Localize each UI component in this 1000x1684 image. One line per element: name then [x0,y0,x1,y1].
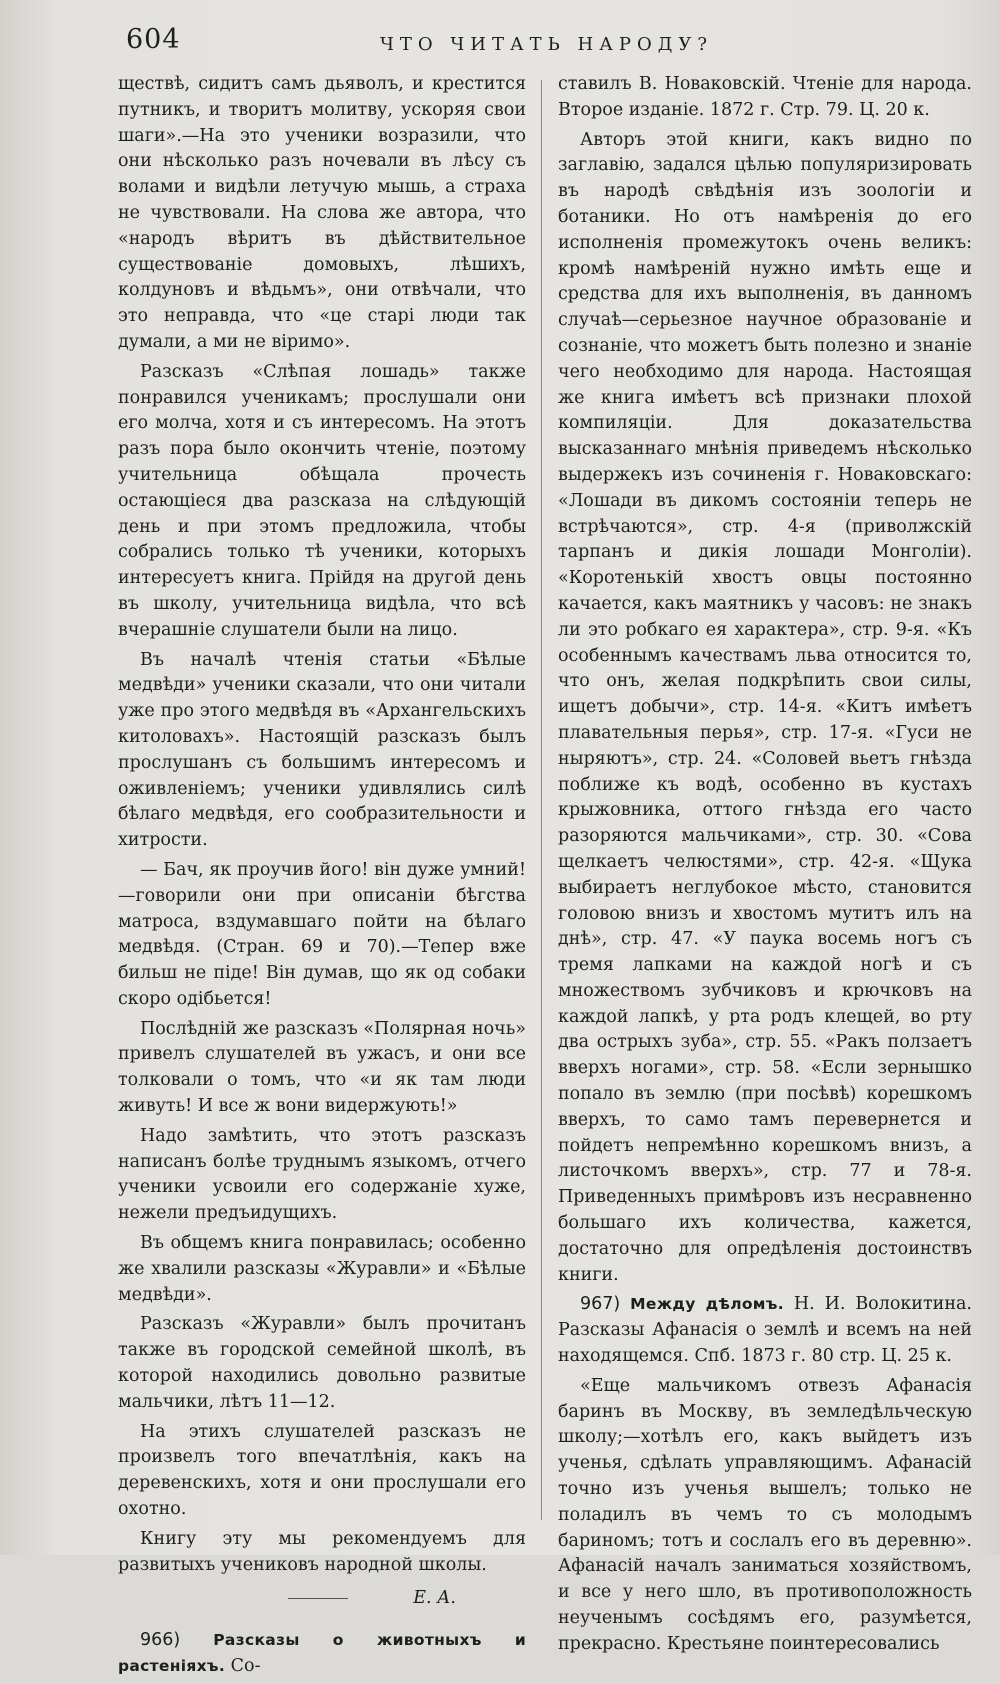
paragraph: — Бач, як проучив його! він дуже умний! —говорили они при описаніи бѣгства матроса, вздумавшаго пойти на бѣлаго медвѣдя. (Стран. 69 и 70).—Тепер вже бильш не піде! Він думав, що як од собаки скоро одібьется! [118,859,526,1009]
signature-row [118,1586,526,1610]
paragraph: Книгу эту мы рекомендуемъ для развитыхъ учениковъ народной школы. [118,1528,526,1575]
right-column [558,72,972,1662]
paragraph: Разсказъ «Журавли» былъ прочитанъ также въ городской семейной школѣ, въ которой находились довольно развитые мальчики, лѣтъ 11—12. [118,1314,526,1412]
entry-text: Н. И. Волокитина. Разсказы Афанасія о землѣ и всемъ на ней находящемся. Спб. 1873 г. 80 стр. Ц. 25 к. [558,1294,972,1367]
paragraph: Разсказъ «Слѣпая лошадь» также понравился ученикамъ; прослушали они его молча, хотя и съ интересомъ. На этотъ разъ пора было окончить чтеніе, поэтому учительница обѣщала прочесть остающіеся два разсказа на слѣдующій день и при этомъ предложила, чтобы собрались только тѣ ученики, которыхъ интересуетъ книга. Прійдя на другой день въ школу, учительница видѣла, что всѣ вчерашніе слушатели были на лицо. [118,361,526,640]
page-number: 604 [126,24,181,55]
paragraph: Надо замѣтить, что этотъ разсказъ написанъ болѣе труднымъ языкомъ, отчего ученики усвоили его содержаніе хуже, нежели предъидущихъ. [118,1125,526,1224]
column-divider [541,80,542,1520]
separator-rule [288,1598,348,1599]
entry-967 [558,1292,972,1369]
paragraph: Въ общемъ книга понравилась; особенно же хвалили разсказы «Журавли» и «Бѣлые медвѣди». [118,1233,526,1305]
paragraph: На этихъ слушателей разсказъ не произвелъ того впечатлѣнія, какъ на деревенскихъ, хотя и они прослушали его охотно. [118,1421,526,1520]
paragraph: Послѣдній же разсказъ «Полярная ночь» привелъ слушателей въ ужасъ, и они все толковали о томъ, что «и як там люди живуть! И все ж вони видержують!» [118,1018,526,1117]
paragraph: ставилъ В. Новаковскій. Чтеніе для народа. Второе изданіе. 1872 г. Стр. 79. Ц. 20 к. [558,74,972,120]
paragraph: Авторъ этой книги, какъ видно по заглавію, задался цѣлью популяризировать въ народѣ свѣдѣнія изъ зоологіи и ботаники. Но отъ намѣренія до его исполненія промежутокъ очень великъ: кромѣ намѣреній нужно имѣть еще и средства для ихъ выполненія, въ данномъ случаѣ—серьезное научное образованіе и сознаніе, что можетъ быть полезно и знаніе чего необходимо для народа. Настоящая же книга имѣетъ всѣ признаки плохой компиляціи. Для доказательства высказаннаго мнѣнія приведемъ нѣсколько выдержекъ изъ сочиненія г. Новаковскаго: «Лошади въ дикомъ состояніи теперь не встрѣчаются», стр. 4-я (приволжскій тарпанъ и дикія лошади Монголіи). «Коротенькій хвостъ овцы постоянно качается, какъ маятникъ у часовъ: не знакъ ли это робкаго ея характера», стр. 9-я. «Къ особеннымъ качествамъ льва относится то, что онъ, желая подкрѣпить свои силы, ищетъ добычи», стр. 14-я. «Китъ имѣетъ плавательныя перья», стр. 17-я. «Гуси не ныряютъ», стр. 24. «Соловей вьетъ гнѣзда поближе къ водѣ, особенно въ кустахъ крыжовника, оттого гнѣзда его часто разоряются мальчиками», стр. 30. «Сова щелкаетъ челюстями», стр. 42-я. «Щука выбираетъ неглубокое мѣсто, становится головою внизъ и хвостомъ мутитъ илъ на днѣ», стр. 47. «У паука восемь ногъ съ тремя лапками на каждой ногѣ и съ множествомъ зубчиковъ и крючковъ на каждой лапкѣ, у рта родъ клещей, во рту два острыхъ зуба», стр. 55. «Ракъ ползаетъ вверхъ ногами», стр. 58. «Если зернышко попало въ землю (при посѣвѣ) корешкомъ вверхъ, то само тамъ перевернется и пойдетъ непремѣнно корешкомъ внизъ, а листочкомъ вверхъ», стр. 77 и 78-я. Приведенныхъ примѣровъ изъ несравненно большаго ихъ количества, кажется, достаточно для опредѣленія достоинствъ книги. [558,129,972,1285]
entry-text: Со- [230,1656,261,1677]
paragraph: Въ началѣ чтенія статьи «Бѣлые медвѣди» ученики сказали, что они читали уже про этого медвѣдя въ «Архангельскихъ китоловахъ». Настоящій разсказъ былъ прослушанъ съ большимъ интересомъ и оживленіемъ; ученики удивлялись силѣ бѣлаго медвѣдя, его сообразительности и хитрости. [118,649,526,851]
entry-number: 967) [580,1294,621,1315]
author-signature: Е. А. [413,1587,456,1608]
running-head: ЧТО ЧИТАТЬ НАРОДУ? [380,34,713,55]
left-column [118,72,526,1684]
paragraph: ществѣ, сидитъ самъ дьяволъ, и крестится путникъ, и творитъ молитву, ускоряя свои шаги».—На это ученики возразили, что они нѣсколько разъ ночевали въ лѣсу съ волами и видѣли летучую мышь, а страха не чувствовали. На слова же автора, что «народъ вѣритъ въ дѣйствительное существованіе домовыхъ, лѣшихъ, колдуновъ и вѣдьмъ», они отвѣчали, что это неправда, что «це старі люди так думали, а ми не віримо». [118,74,526,352]
entry-title: Разсказы о животныхъ и растеніяхъ. [118,1631,526,1676]
entry-966 [118,1628,526,1680]
entry-title: Между дѣломъ. [630,1295,784,1314]
entry-number: 966) [140,1630,181,1651]
paragraph: «Еще мальчикомъ отвезъ Афанасія баринъ въ Москву, въ земледѣльческую школу;—хотѣлъ его, какъ выйдетъ изъ ученья, сдѣлать управляющимъ. Афанасій точно изъ ученья вышелъ; только не поладилъ въ чемъ то съ молодымъ бариномъ; тотъ и сослалъ его въ деревню». Афанасій началъ заниматься хозяйствомъ, и все у него шло, въ противоположность неученымъ сосѣдямъ его, разумѣется, прекрасно. Крестьяне поинтересовались [558,1375,972,1654]
